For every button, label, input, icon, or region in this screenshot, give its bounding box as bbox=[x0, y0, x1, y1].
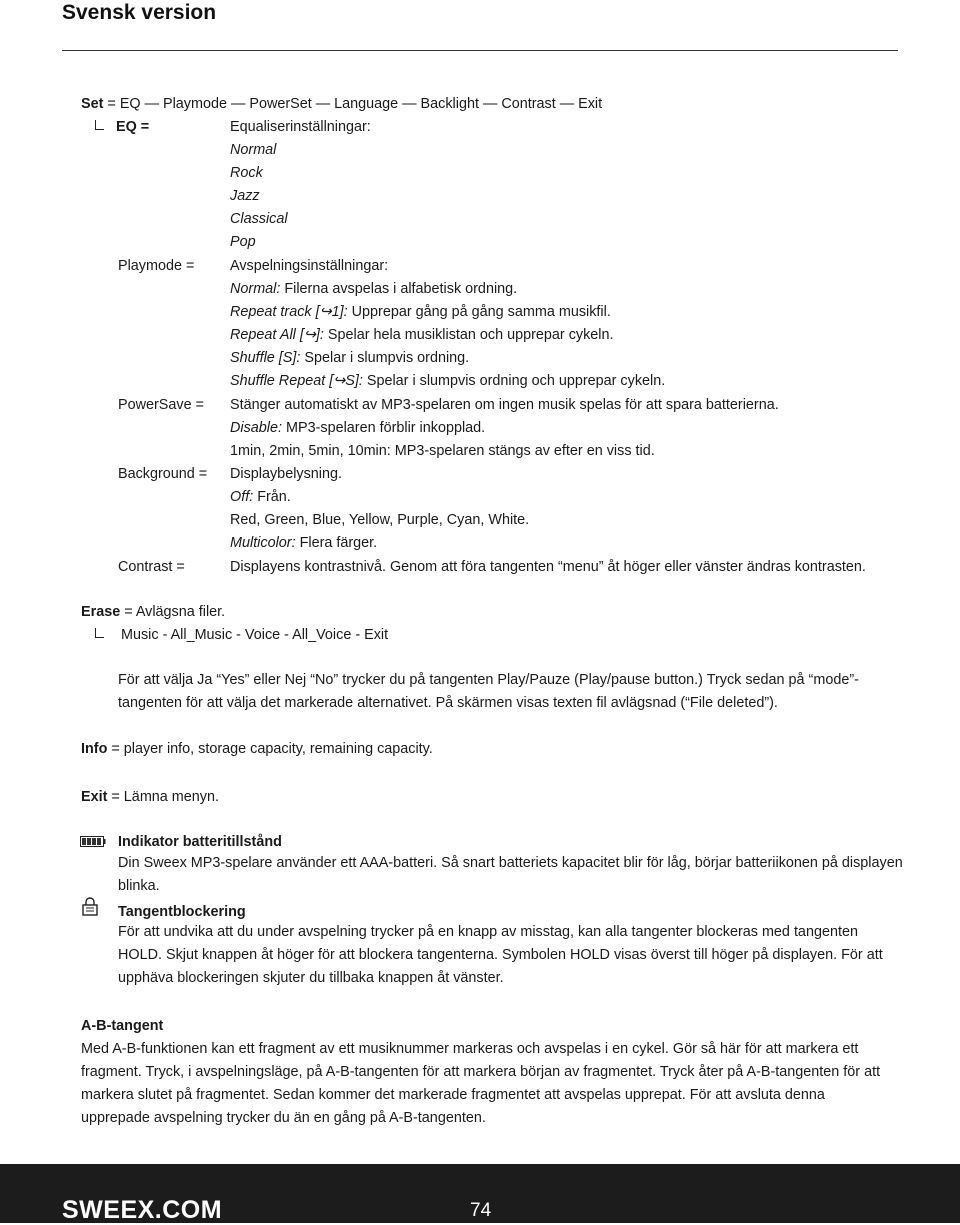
term: Repeat All [↪]: bbox=[230, 327, 324, 343]
set-equals: = bbox=[103, 96, 120, 112]
eq-label-row bbox=[95, 118, 149, 136]
info-text: = player info, storage capacity, remaining capacity. bbox=[107, 741, 433, 757]
page-title: Svensk version bbox=[62, 1, 217, 24]
term: Repeat track [↪1]: bbox=[230, 304, 348, 320]
erase-label: Erase bbox=[81, 604, 121, 620]
eq-option: Jazz bbox=[230, 188, 260, 204]
keylock-title: Tangentblockering bbox=[118, 904, 246, 920]
powersave-label: PowerSave = bbox=[118, 397, 204, 413]
powersave-times: 1min, 2min, 5min, 10min: MP3-spelaren stängs av efter en viss tid. bbox=[230, 443, 655, 459]
background-multicolor bbox=[230, 534, 377, 552]
keylock-text: För att undvika att du under avspelning trycker på en knapp av misstag, kan alla tangenter blockeras med tangenten HOLD. Skjut knappen åt höger för att blockera tangenterna. Symbolen HOLD visas överst till höger på displayen. För att upphäva blockeringen skjuter du tillbaka knappen åt vänster. bbox=[118, 924, 883, 986]
submenu-corner-icon bbox=[95, 628, 104, 638]
term: Disable: bbox=[230, 420, 282, 436]
eq-label: EQ = bbox=[116, 119, 150, 135]
set-menu-line bbox=[81, 95, 602, 113]
ab-title: A-B-tangent bbox=[81, 1018, 164, 1034]
erase-paragraph: För att välja Ja “Yes” eller Nej “No” trycker du på tangenten Play/Pauze (Play/pause button.) Tryck sedan på “mode”-tangenten för att välja det markerade alternativet. På skärmen visas texten fil avlägsnad (“File deleted”). bbox=[118, 672, 859, 711]
contrast-text: Displayens kontrastnivå. Genom att föra tangenten “menu” åt höger eller vänster ändras kontrasten. bbox=[230, 559, 866, 575]
contrast-label: Contrast = bbox=[118, 559, 185, 575]
description: Filerna avspelas i alfabetisk ordning. bbox=[280, 281, 518, 297]
info-label: Info bbox=[81, 741, 108, 757]
description: Flera färger. bbox=[295, 535, 378, 551]
info-line bbox=[81, 740, 433, 758]
erase-text: = Avlägsna filer. bbox=[120, 604, 226, 620]
background-colors: Red, Green, Blue, Yellow, Purple, Cyan, White. bbox=[230, 512, 530, 528]
ab-text: Med A-B-funktionen kan ett fragment av ett musiknummer markeras och avspelas i en cykel. Gör så här för att markera ett fragment. Tryck, i avspelningsläge, på A-B-tangenten för att markera början av fragmentet. Tryck åter på A-B-tangenten för att markera slutet på fragmentet. Sedan kommer det markerade fragmentet att avspelas upprepat. För att avsluta denna upprepade avspelning trycker du än en gång på A-B-tangenten. bbox=[81, 1041, 881, 1126]
description: Spelar i slumpvis ordning. bbox=[300, 350, 470, 366]
header-rule bbox=[62, 50, 898, 51]
playmode-shuffle bbox=[230, 349, 469, 367]
powersave-disable bbox=[230, 419, 485, 437]
playmode-normal bbox=[230, 280, 517, 298]
erase-submenu: Music - All_Music - Voice - All_Voice - Exit bbox=[121, 627, 389, 643]
term: Off: bbox=[230, 489, 254, 505]
description: Från. bbox=[253, 489, 291, 505]
description: MP3-spelaren förblir inkopplad. bbox=[282, 420, 486, 436]
term: Normal: bbox=[230, 281, 281, 297]
lock-icon bbox=[81, 897, 99, 916]
erase-line bbox=[81, 603, 225, 621]
playmode-shuffle-repeat bbox=[230, 372, 665, 390]
eq-option: Normal bbox=[230, 142, 277, 158]
playmode-heading: Avspelningsinställningar: bbox=[230, 258, 389, 274]
eq-heading: Equaliserinställningar: bbox=[230, 119, 371, 135]
eq-option: Pop bbox=[230, 234, 256, 250]
footer-brand: SWEEX.COM bbox=[62, 1196, 223, 1224]
description: Upprepar gång på gång samma musikfil. bbox=[347, 304, 611, 320]
term: Shuffle Repeat [↪S]: bbox=[230, 373, 363, 389]
background-label: Background = bbox=[118, 466, 208, 482]
battery-title: Indikator batteritillstånd bbox=[118, 834, 282, 850]
playmode-label: Playmode = bbox=[118, 258, 195, 274]
playmode-repeat-track bbox=[230, 303, 611, 321]
exit-text: = Lämna menyn. bbox=[107, 789, 219, 805]
set-label: Set bbox=[81, 96, 104, 112]
description: Spelar i slumpvis ordning och upprepar cykeln. bbox=[362, 373, 666, 389]
playmode-repeat-all bbox=[230, 326, 613, 344]
powersave-text: Stänger automatiskt av MP3-spelaren om ingen musik spelas för att spara batterierna. bbox=[230, 397, 779, 413]
background-text: Displaybelysning. bbox=[230, 466, 342, 482]
description: Spelar hela musiklistan och upprepar cykeln. bbox=[323, 327, 614, 343]
battery-icon bbox=[80, 836, 106, 847]
submenu-corner-icon bbox=[95, 120, 104, 130]
exit-label: Exit bbox=[81, 789, 108, 805]
exit-line bbox=[81, 788, 219, 806]
term: Multicolor: bbox=[230, 535, 296, 551]
background-off bbox=[230, 488, 291, 506]
term: Shuffle [S]: bbox=[230, 350, 301, 366]
page-number: 74 bbox=[470, 1200, 492, 1221]
erase-submenu-row bbox=[95, 626, 388, 644]
eq-option: Rock bbox=[230, 165, 263, 181]
battery-text: Din Sweex MP3-spelare använder ett AAA-batteri. Så snart batteriets kapacitet blir för låg, börjar batteriikonen på displayen blinka. bbox=[118, 855, 903, 894]
set-menu-items: EQ — Playmode — PowerSet — Language — Backlight — Contrast — Exit bbox=[119, 96, 603, 112]
eq-option: Classical bbox=[230, 211, 288, 227]
